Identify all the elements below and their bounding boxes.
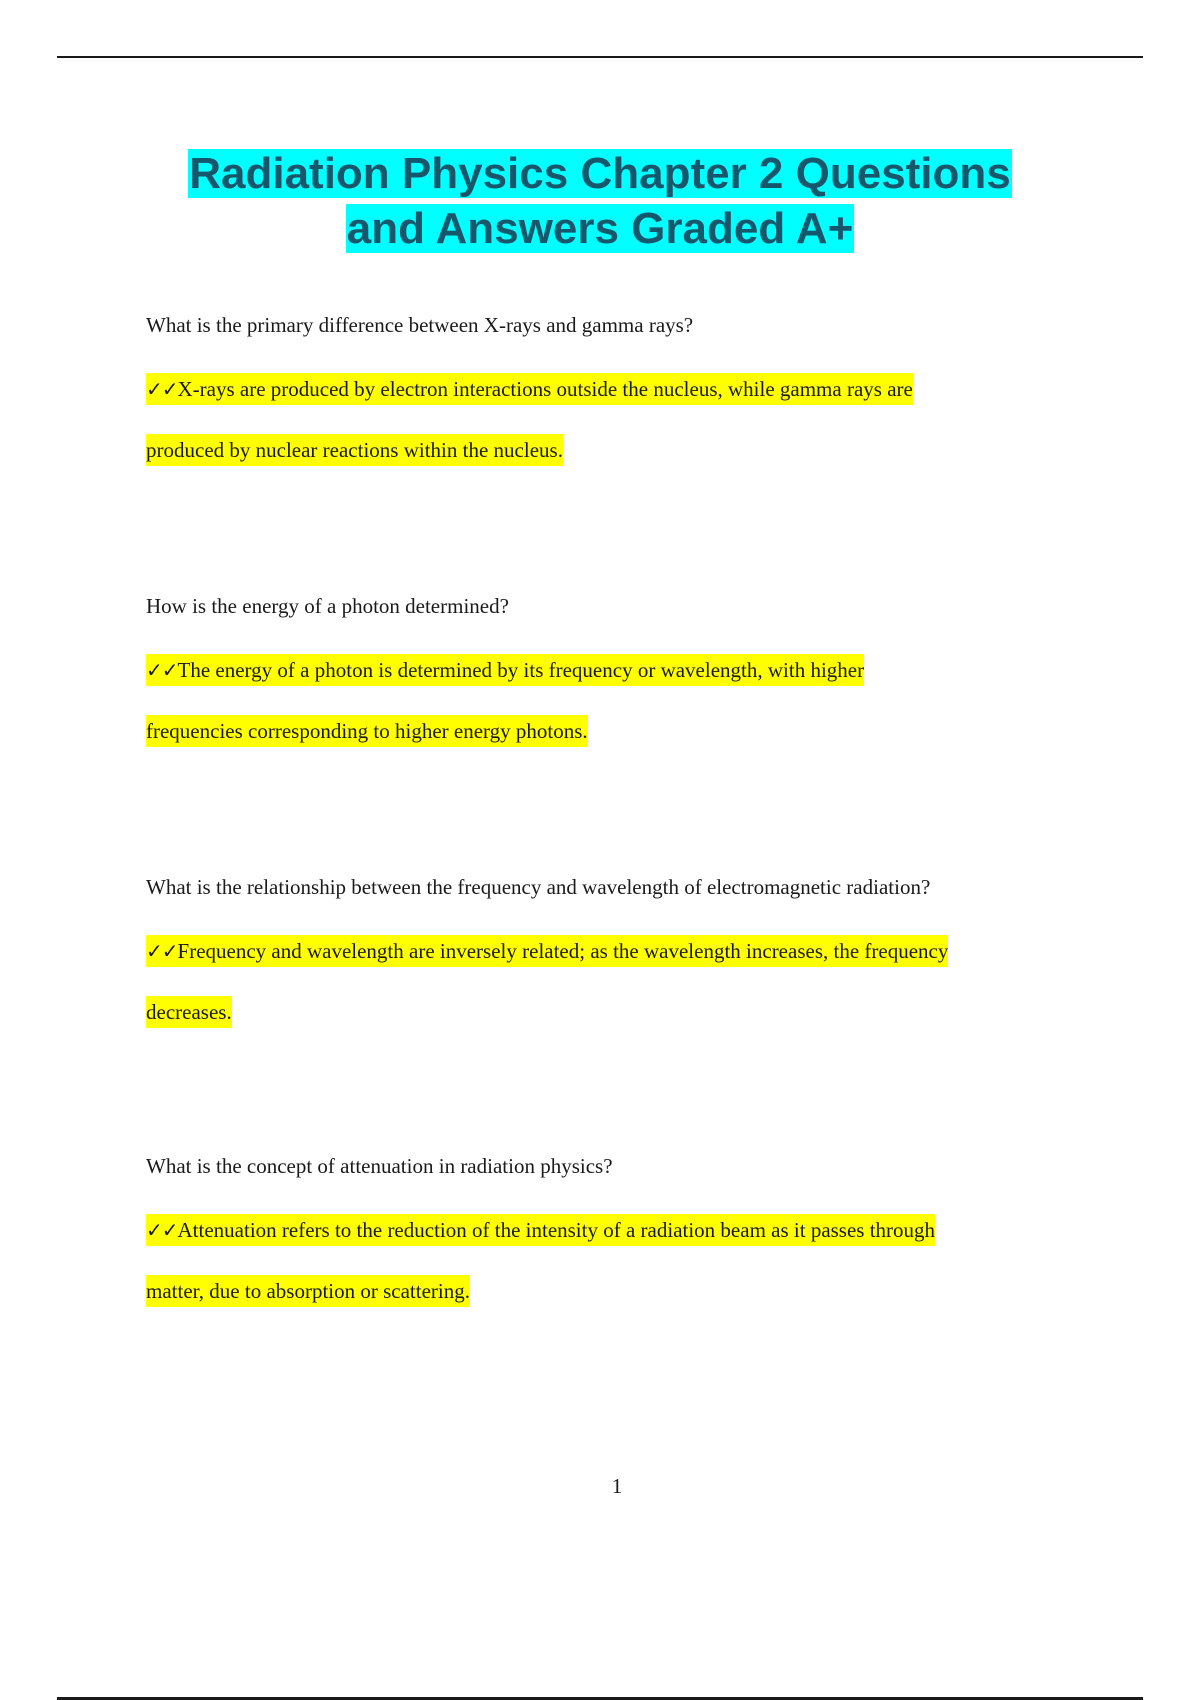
answer-line-2: decreases. [146,1000,232,1024]
qa-item-2 [146,593,1086,762]
answer-highlight [146,715,588,747]
answer-text [146,640,1086,762]
answer-highlight [146,935,948,967]
answer-highlight [146,1275,470,1307]
answer-line-1: Attenuation refers to the reduction of the intensity of a radiation beam as it passes through [177,1218,936,1242]
question-text: What is the concept of attenuation in radiation physics? [146,1154,613,1178]
title-line-1: Radiation Physics Chapter 2 Questions [189,149,1011,198]
answer-line-1: The energy of a photon is determined by its frequency or wavelength, with higher [177,658,865,682]
qa-item-4 [146,1153,1086,1322]
qa-item-1 [146,312,1086,481]
question-text: What is the primary difference between X-rays and gamma rays? [146,313,694,337]
question-text: How is the energy of a photon determined? [146,594,509,618]
answer-line-1: Frequency and wavelength are inversely related; as the wavelength increases, the frequency [177,939,949,963]
answer-highlight [146,654,864,686]
question-text: What is the relationship between the frequency and wavelength of electromagnetic radiation? [146,875,931,899]
answer-text [146,1200,1086,1322]
answer-highlight [146,996,232,1028]
document-title [0,146,1200,256]
qa-item-3 [146,874,1086,1043]
check-icon: ✓✓ [146,377,178,401]
check-icon: ✓✓ [146,939,178,963]
check-icon: ✓✓ [146,658,178,682]
answer-line-1: X-rays are produced by electron interactions outside the nucleus, while gamma rays are [177,377,913,401]
page-number: 1 [611,1474,623,1498]
answer-highlight [146,434,563,466]
top-rule [57,56,1143,58]
answer-text [146,921,1086,1043]
answer-text [146,359,1086,481]
answer-line-2: frequencies corresponding to higher energy photons. [146,719,588,743]
answer-highlight [146,1214,935,1246]
answer-line-2: produced by nuclear reactions within the nucleus. [146,438,563,462]
title-line-2: and Answers Graded A+ [346,204,854,253]
answer-highlight [146,373,913,405]
answer-line-2: matter, due to absorption or scattering. [146,1279,470,1303]
check-icon: ✓✓ [146,1218,178,1242]
